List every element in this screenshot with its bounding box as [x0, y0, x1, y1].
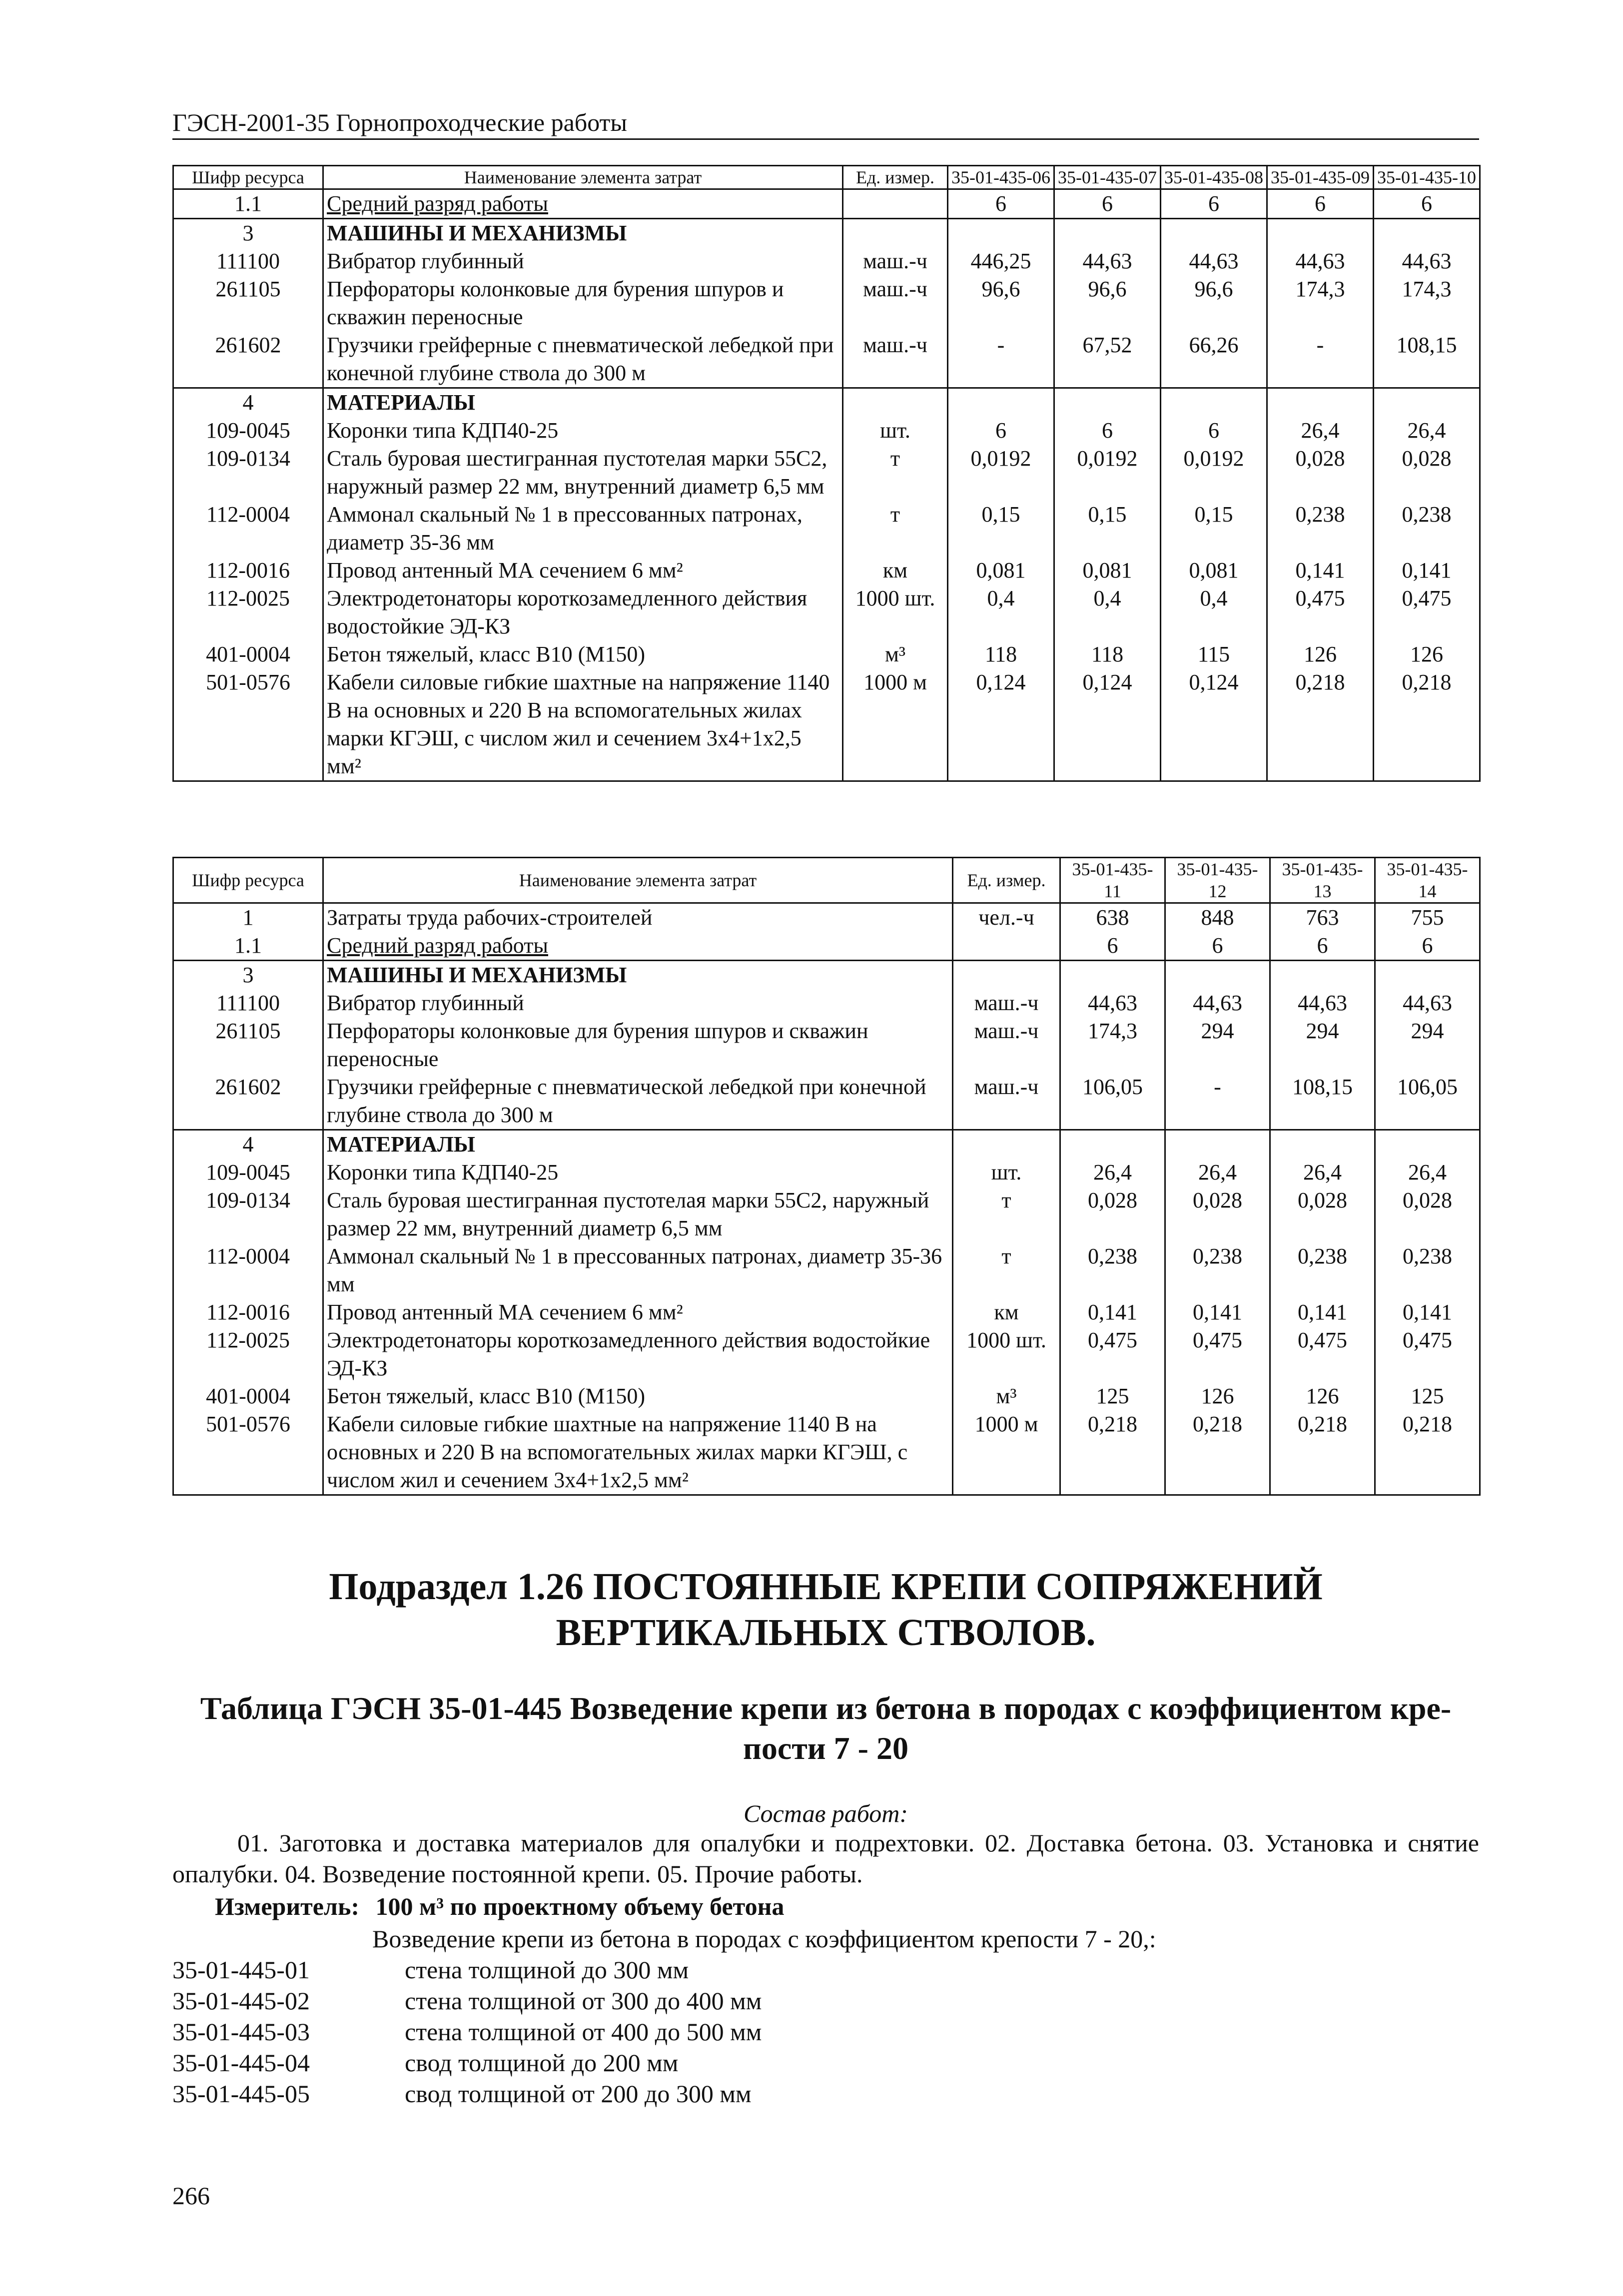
value-cell: 26,4: [1270, 1158, 1375, 1186]
value-cell: 6: [1165, 932, 1270, 961]
resource-code: 4: [173, 1130, 323, 1159]
value-cell: 0,475: [1165, 1326, 1270, 1382]
table-row: [173, 1186, 1480, 1242]
value-cell: [1165, 961, 1270, 990]
resource-code: 112-0025: [173, 584, 323, 640]
column-header: 35-01-435-07: [1054, 166, 1161, 189]
value-cell: 294: [1270, 1017, 1375, 1073]
value-cell: 0,238: [1060, 1242, 1165, 1298]
column-header: 35-01-435-10: [1374, 166, 1480, 189]
unit: т: [953, 1242, 1060, 1298]
table-row: [173, 989, 1480, 1017]
table-row: [173, 640, 1480, 668]
resource-code: 112-0004: [173, 1242, 323, 1298]
table-row: [173, 961, 1480, 990]
unit: маш.-ч: [843, 331, 948, 388]
value-cell: 0,141: [1374, 557, 1480, 584]
value-cell: -: [1165, 1073, 1270, 1130]
value-cell: [948, 388, 1054, 417]
value-cell: 755: [1375, 903, 1480, 932]
table-header-row: [173, 858, 1480, 903]
table-title-line-1: Таблица ГЭСН 35-01-445 Возведение крепи из бетона в породах с коэффициентом кре-: [200, 1691, 1452, 1726]
value-cell: 0,238: [1375, 1242, 1480, 1298]
table-row: [173, 1073, 1480, 1130]
value-cell: 106,05: [1060, 1073, 1165, 1130]
resource-name: Грузчики грейферные с пневматической лебедкой при конечной глубине ствола до 300 м: [323, 331, 843, 388]
value-cell: 294: [1165, 1017, 1270, 1073]
value-cell: 0,124: [1054, 668, 1161, 781]
value-cell: 96,6: [1161, 275, 1267, 331]
code-list-item: [172, 2016, 762, 2047]
resource-code: 112-0025: [173, 1326, 323, 1382]
table-row: [173, 445, 1480, 501]
value-cell: 0,028: [1374, 445, 1480, 501]
value-cell: 44,63: [1060, 989, 1165, 1017]
norm-description: стена толщиной от 400 до 500 мм: [405, 2018, 762, 2046]
value-cell: 126: [1374, 640, 1480, 668]
column-header: Ед. измер.: [843, 166, 948, 189]
table-row: [173, 932, 1480, 961]
code-list-item: [172, 1985, 762, 2016]
value-cell: 0,475: [1060, 1326, 1165, 1382]
value-cell: [948, 219, 1054, 248]
value-cell: 0,0192: [1161, 445, 1267, 501]
value-cell: [1060, 1130, 1165, 1159]
value-cell: [1054, 219, 1161, 248]
unit: км: [953, 1298, 1060, 1326]
value-cell: 108,15: [1270, 1073, 1375, 1130]
norm-description: свод толщиной от 200 до 300 мм: [405, 2080, 752, 2108]
value-cell: 6: [1054, 189, 1161, 219]
code-list: [172, 1954, 762, 2109]
column-header: 35-01-435-09: [1267, 166, 1374, 189]
codes-intro: Возведение крепи из бетона в породах с коэффициентом крепости 7 - 20,:: [372, 1925, 1156, 1953]
norm-code: 35-01-445-04: [172, 2049, 310, 2077]
measure-value: 100 м³ по проектному объему бетона: [375, 1892, 785, 1920]
value-cell: 0,0192: [948, 445, 1054, 501]
resource-code: 109-0134: [173, 445, 323, 501]
resource-code: 112-0016: [173, 1298, 323, 1326]
value-cell: 0,15: [948, 501, 1054, 557]
resource-code: 501-0576: [173, 1410, 323, 1495]
value-cell: 96,6: [1054, 275, 1161, 331]
table-row: [173, 668, 1480, 781]
subsection-heading: [172, 1564, 1479, 1656]
value-cell: 848: [1165, 903, 1270, 932]
value-cell: 26,4: [1165, 1158, 1270, 1186]
resource-name: Затраты труда рабочих-строителей: [323, 903, 953, 932]
value-cell: 106,05: [1375, 1073, 1480, 1130]
resource-name: Аммонал скальный № 1 в прессованных патронах, диаметр 35-36 мм: [323, 1242, 953, 1298]
resource-code: 109-0134: [173, 1186, 323, 1242]
resource-code: 3: [173, 219, 323, 248]
resource-name: Сталь буровая шестигранная пустотелая марки 55С2, наружный размер 22 мм, внутренний диаметр 6,5 мм: [323, 445, 843, 501]
value-cell: [1165, 1130, 1270, 1159]
table-header-row: [173, 166, 1480, 189]
resource-code: 112-0004: [173, 501, 323, 557]
resource-name: Коронки типа КДП40-25: [323, 417, 843, 445]
resource-code: 109-0045: [173, 417, 323, 445]
unit: 1000 шт.: [953, 1326, 1060, 1382]
resource-code: 4: [173, 388, 323, 417]
norm-code: 35-01-445-02: [172, 1987, 310, 2015]
resource-code: 261105: [173, 275, 323, 331]
norm-description: стена толщиной от 300 до 400 мм: [405, 1987, 762, 2015]
norm-code: 35-01-445-05: [172, 2080, 310, 2108]
value-cell: 96,6: [948, 275, 1054, 331]
table-row: [173, 388, 1480, 417]
value-cell: 44,63: [1161, 247, 1267, 275]
table-row: [173, 417, 1480, 445]
value-cell: 44,63: [1374, 247, 1480, 275]
value-cell: [1375, 1130, 1480, 1159]
resource-code: 401-0004: [173, 640, 323, 668]
norm-code: 35-01-445-03: [172, 2018, 310, 2046]
resource-name: Кабели силовые гибкие шахтные на напряжение 1140 В на основных и 220 В на вспомогательных жилах марки КГЭШ, с числом жил и сечением 3х4+1х2,5 мм²: [323, 1410, 953, 1495]
column-header: 35-01-435-11: [1060, 858, 1165, 903]
value-cell: 0,028: [1165, 1186, 1270, 1242]
table-row: [173, 1158, 1480, 1186]
resource-code: 261602: [173, 1073, 323, 1130]
unit: [843, 219, 948, 248]
resource-code: 3: [173, 961, 323, 990]
value-cell: [1267, 388, 1374, 417]
value-cell: 26,4: [1374, 417, 1480, 445]
value-cell: 0,0192: [1054, 445, 1161, 501]
column-header: 35-01-435-08: [1161, 166, 1267, 189]
value-cell: 6: [1374, 189, 1480, 219]
value-cell: -: [948, 331, 1054, 388]
resource-code: 109-0045: [173, 1158, 323, 1186]
table-row: [173, 1130, 1480, 1159]
table-row: [173, 1242, 1480, 1298]
value-cell: 0,475: [1374, 584, 1480, 640]
value-cell: 763: [1270, 903, 1375, 932]
value-cell: 174,3: [1374, 275, 1480, 331]
resource-name: МАТЕРИАЛЫ: [323, 388, 843, 417]
value-cell: 0,028: [1060, 1186, 1165, 1242]
column-header: 35-01-435-13: [1270, 858, 1375, 903]
resource-name: МАТЕРИАЛЫ: [323, 1130, 953, 1159]
table-row: [173, 1382, 1480, 1410]
resource-name: МАШИНЫ И МЕХАНИЗМЫ: [323, 219, 843, 248]
unit: маш.-ч: [953, 1017, 1060, 1073]
value-cell: 26,4: [1267, 417, 1374, 445]
column-header: Наименование элемента затрат: [323, 858, 953, 903]
resource-name: Бетон тяжелый, класс В10 (М150): [323, 640, 843, 668]
value-cell: 0,218: [1374, 668, 1480, 781]
resource-code: 401-0004: [173, 1382, 323, 1410]
value-cell: 0,238: [1374, 501, 1480, 557]
value-cell: 44,63: [1054, 247, 1161, 275]
resource-table-1: [172, 165, 1481, 782]
value-cell: 126: [1165, 1382, 1270, 1410]
value-cell: 26,4: [1060, 1158, 1165, 1186]
table-row: [173, 903, 1480, 932]
table-row: [173, 331, 1480, 388]
column-header: 35-01-435-12: [1165, 858, 1270, 903]
unit: м³: [843, 640, 948, 668]
value-cell: [1374, 388, 1480, 417]
value-cell: [1161, 219, 1267, 248]
norm-description: стена толщиной до 300 мм: [405, 1956, 689, 1984]
value-cell: 0,141: [1267, 557, 1374, 584]
page-header: ГЭСН-2001-35 Горнопроходческие работы: [172, 107, 1479, 140]
unit: маш.-ч: [953, 1073, 1060, 1130]
value-cell: 125: [1375, 1382, 1480, 1410]
subsection-line-1: Подраздел 1.26 ПОСТОЯННЫЕ КРЕПИ СОПРЯЖЕНИЙ: [329, 1566, 1323, 1608]
value-cell: 0,218: [1267, 668, 1374, 781]
value-cell: 0,081: [948, 557, 1054, 584]
value-cell: 6: [948, 417, 1054, 445]
value-cell: 294: [1375, 1017, 1480, 1073]
value-cell: 0,028: [1270, 1186, 1375, 1242]
value-cell: 6: [1054, 417, 1161, 445]
resource-table-2: [172, 857, 1481, 1496]
resource-name: МАШИНЫ И МЕХАНИЗМЫ: [323, 961, 953, 990]
value-cell: [1161, 388, 1267, 417]
table-title: [172, 1689, 1479, 1768]
resource-name: Грузчики грейферные с пневматической лебедкой при конечной глубине ствола до 300 м: [323, 1073, 953, 1130]
value-cell: 0,238: [1165, 1242, 1270, 1298]
column-header: Шифр ресурса: [173, 166, 323, 189]
unit: шт.: [953, 1158, 1060, 1186]
unit: км: [843, 557, 948, 584]
resource-name: Бетон тяжелый, класс В10 (М150): [323, 1382, 953, 1410]
value-cell: 6: [1267, 189, 1374, 219]
value-cell: 638: [1060, 903, 1165, 932]
composition-text: 01. Заготовка и доставка материалов для опалубки и подрехтовки. 02. Доставка бетона. 03. Установка и снятие опалубки. 04. Возведение постоянной крепи. 05. Прочие работы.: [172, 1829, 1479, 1888]
table-row: [173, 501, 1480, 557]
value-cell: 66,26: [1161, 331, 1267, 388]
unit: 1000 м: [953, 1410, 1060, 1495]
table-row: [173, 1017, 1480, 1073]
table-title-line-2: пости 7 - 20: [743, 1730, 908, 1766]
value-cell: 0,028: [1267, 445, 1374, 501]
value-cell: 115: [1161, 640, 1267, 668]
resource-code: 111100: [173, 247, 323, 275]
value-cell: 6: [1161, 189, 1267, 219]
unit: маш.-ч: [843, 247, 948, 275]
unit: [843, 189, 948, 219]
table-row: [173, 1410, 1480, 1495]
unit: шт.: [843, 417, 948, 445]
column-header: Шифр ресурса: [173, 858, 323, 903]
table-row: [173, 1298, 1480, 1326]
value-cell: 6: [1060, 932, 1165, 961]
resource-name: Электродетонаторы короткозамедленного действия водостойкие ЭД-КЗ: [323, 584, 843, 640]
value-cell: 0,475: [1267, 584, 1374, 640]
value-cell: 118: [948, 640, 1054, 668]
resource-name: Средний разряд работы: [323, 189, 843, 219]
value-cell: 0,124: [948, 668, 1054, 781]
column-header: Наименование элемента затрат: [323, 166, 843, 189]
value-cell: 0,238: [1270, 1242, 1375, 1298]
value-cell: 0,475: [1270, 1326, 1375, 1382]
resource-name: Провод антенный МА сечением 6 мм²: [323, 1298, 953, 1326]
value-cell: 0,081: [1054, 557, 1161, 584]
value-cell: 0,141: [1165, 1298, 1270, 1326]
unit: маш.-ч: [953, 989, 1060, 1017]
value-cell: 44,63: [1375, 989, 1480, 1017]
resource-name: Вибратор глубинный: [323, 989, 953, 1017]
value-cell: 174,3: [1060, 1017, 1165, 1073]
value-cell: 6: [1375, 932, 1480, 961]
value-cell: 446,25: [948, 247, 1054, 275]
value-cell: 0,218: [1060, 1410, 1165, 1495]
value-cell: 0,124: [1161, 668, 1267, 781]
value-cell: 0,218: [1165, 1410, 1270, 1495]
resource-name: Аммонал скальный № 1 в прессованных патронах, диаметр 35-36 мм: [323, 501, 843, 557]
value-cell: 6: [1270, 932, 1375, 961]
value-cell: 0,238: [1267, 501, 1374, 557]
page-number: 266: [172, 2182, 210, 2210]
resource-code: 261602: [173, 331, 323, 388]
subsection-line-2: ВЕРТИКАЛЬНЫХ СТВОЛОВ.: [556, 1612, 1096, 1654]
value-cell: [1060, 961, 1165, 990]
value-cell: 0,141: [1270, 1298, 1375, 1326]
value-cell: 0,141: [1060, 1298, 1165, 1326]
value-cell: 0,081: [1161, 557, 1267, 584]
resource-name: Перфораторы колонковые для бурения шпуров и скважин переносные: [323, 1017, 953, 1073]
measure-line: [215, 1891, 784, 1922]
resource-name: Сталь буровая шестигранная пустотелая марки 55С2, наружный размер 22 мм, внутренний диаметр 6,5 мм: [323, 1186, 953, 1242]
value-cell: 126: [1270, 1382, 1375, 1410]
resource-code: 501-0576: [173, 668, 323, 781]
resource-name: Коронки типа КДП40-25: [323, 1158, 953, 1186]
value-cell: 118: [1054, 640, 1161, 668]
composition-title: Состав работ:: [743, 1799, 908, 1827]
measure-label: Измеритель:: [215, 1892, 360, 1920]
value-cell: 67,52: [1054, 331, 1161, 388]
value-cell: [1375, 961, 1480, 990]
code-list-item: [172, 2078, 762, 2109]
value-cell: 0,15: [1054, 501, 1161, 557]
value-cell: [1374, 219, 1480, 248]
resource-code: 112-0016: [173, 557, 323, 584]
resource-name: Кабели силовые гибкие шахтные на напряжение 1140 В на основных и 220 В на вспомогательных жилах марки КГЭШ, с числом жил и сечением 3х4+1х2,5 мм²: [323, 668, 843, 781]
unit: [953, 961, 1060, 990]
value-cell: [1267, 219, 1374, 248]
unit: [953, 932, 1060, 961]
value-cell: 44,63: [1270, 989, 1375, 1017]
value-cell: 0,475: [1375, 1326, 1480, 1382]
code-list-item: [172, 2047, 762, 2078]
table-row: [173, 189, 1480, 219]
resource-name: Провод антенный МА сечением 6 мм²: [323, 557, 843, 584]
unit: чел.-ч: [953, 903, 1060, 932]
unit: м³: [953, 1382, 1060, 1410]
column-header: 35-01-435-06: [948, 166, 1054, 189]
resource-code: 111100: [173, 989, 323, 1017]
value-cell: 44,63: [1165, 989, 1270, 1017]
code-list-item: [172, 1954, 762, 1985]
unit: 1000 м: [843, 668, 948, 781]
table-row: [173, 557, 1480, 584]
value-cell: [1270, 961, 1375, 990]
value-cell: 44,63: [1267, 247, 1374, 275]
value-cell: 6: [1161, 417, 1267, 445]
value-cell: 0,15: [1161, 501, 1267, 557]
value-cell: [1270, 1130, 1375, 1159]
resource-code: 261105: [173, 1017, 323, 1073]
table-row: [173, 219, 1480, 248]
unit: т: [953, 1186, 1060, 1242]
value-cell: 0,141: [1375, 1298, 1480, 1326]
value-cell: 125: [1060, 1382, 1165, 1410]
table-row: [173, 1326, 1480, 1382]
value-cell: 126: [1267, 640, 1374, 668]
unit: [843, 388, 948, 417]
table-row: [173, 247, 1480, 275]
resource-name: Средний разряд работы: [323, 932, 953, 961]
column-header: 35-01-435-14: [1375, 858, 1480, 903]
table-row: [173, 275, 1480, 331]
unit: [953, 1130, 1060, 1159]
value-cell: 108,15: [1374, 331, 1480, 388]
resource-name: Перфораторы колонковые для бурения шпуров и скважин переносные: [323, 275, 843, 331]
value-cell: 0,4: [948, 584, 1054, 640]
column-header: Ед. измер.: [953, 858, 1060, 903]
value-cell: 6: [948, 189, 1054, 219]
norm-code: 35-01-445-01: [172, 1956, 310, 1984]
resource-code: 1.1: [173, 932, 323, 961]
resource-code: 1.1: [173, 189, 323, 219]
unit: 1000 шт.: [843, 584, 948, 640]
value-cell: 174,3: [1267, 275, 1374, 331]
value-cell: [1054, 388, 1161, 417]
value-cell: 0,218: [1270, 1410, 1375, 1495]
resource-name: Вибратор глубинный: [323, 247, 843, 275]
value-cell: 26,4: [1375, 1158, 1480, 1186]
unit: маш.-ч: [843, 275, 948, 331]
table-row: [173, 584, 1480, 640]
value-cell: -: [1267, 331, 1374, 388]
value-cell: 0,028: [1375, 1186, 1480, 1242]
value-cell: 0,4: [1054, 584, 1161, 640]
norm-description: свод толщиной до 200 мм: [405, 2049, 679, 2077]
unit: т: [843, 501, 948, 557]
value-cell: 0,218: [1375, 1410, 1480, 1495]
resource-code: 1: [173, 903, 323, 932]
resource-name: Электродетонаторы короткозамедленного действия водостойкие ЭД-КЗ: [323, 1326, 953, 1382]
value-cell: 0,4: [1161, 584, 1267, 640]
unit: т: [843, 445, 948, 501]
